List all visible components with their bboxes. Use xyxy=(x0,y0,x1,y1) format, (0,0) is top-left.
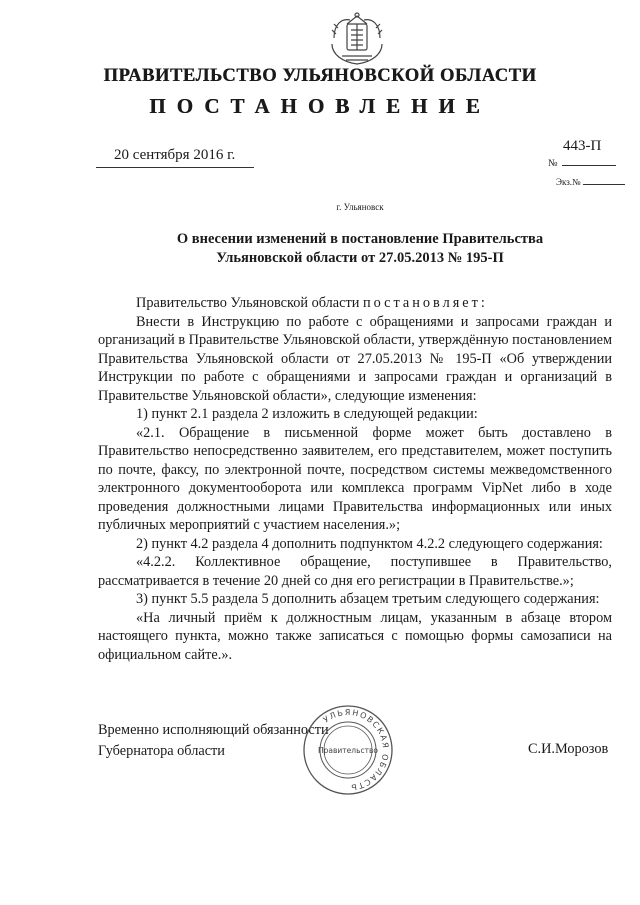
government-name: ПРАВИТЕЛЬСТВО УЛЬЯНОВСКОЙ ОБЛАСТИ xyxy=(103,66,537,86)
paragraph-7: «На личный приём к должностным лицам, указанным в абзаце втором настоящего пункта, можно также записаться с помощью формы самозаписи на официальном сайте.». xyxy=(98,609,612,663)
paragraph-1: Внести в Инструкцию по работе с обращениями и запросами граждан и организаций в Правительстве Ульяновской области, утверждённую постановлением Правительства Ульяновской области от 27.05.2013 № 195-П «Об утверждении Инструкции по работе с обращениями и запросами граждан и организаций в Правительстве Ульяновской области», следующие изменения: xyxy=(98,313,612,404)
number-label: № xyxy=(548,158,558,169)
document-number: 443-П xyxy=(563,138,602,154)
title-line-2: Ульяновской области от 27.05.2013 № 195-П xyxy=(216,250,504,266)
coat-of-arms-icon xyxy=(328,10,386,66)
paragraph-2: 1) пункт 2.1 раздела 2 изложить в следующей редакции: xyxy=(136,406,478,422)
number-underline xyxy=(562,165,616,166)
preamble xyxy=(98,294,612,313)
stamp-center-text: Правительство xyxy=(318,746,378,755)
document-body xyxy=(98,294,612,664)
copy-label: Экз.№ xyxy=(556,177,581,187)
preamble-verb: постановляет: xyxy=(362,295,488,311)
document-type: ПОСТАНОВЛЕНИЕ xyxy=(149,94,491,118)
signatory-name: С.И.Морозов xyxy=(528,741,609,757)
copy-field xyxy=(556,177,625,187)
position-line-1: Временно исполняющий обязанности xyxy=(98,722,329,738)
position-line-2: Губернатора области xyxy=(98,743,225,759)
date-underline xyxy=(96,167,254,168)
official-stamp xyxy=(302,704,394,796)
document-date: 20 сентября 2016 г. xyxy=(114,147,236,163)
title-line-1: О внесении изменений в постановление Правительства xyxy=(176,231,544,247)
number-field xyxy=(548,158,616,169)
preamble-text: Правительство Ульяновской области xyxy=(136,295,363,311)
paragraph-6: 3) пункт 5.5 раздела 5 дополнить абзацем третьим следующего содержания: xyxy=(136,591,600,607)
paragraph-3: «2.1. Обращение в письменной форме может быть доставлено в Правительство непосредственно заявителем, его представителем, может поступить по почте, факсу, по электронной почте, посредством системы межведомственного электронного документооборота или комплекса программ VipNet либо в ходе проведения должностными лицами Правительства информационных или иных публичных мероприятий с участием населения.»; xyxy=(98,424,612,533)
paragraph-5: «4.2.2. Коллективное обращение, поступившее в Правительство, рассматривается в течение 20 дней со дня его регистрации в Правительстве.»; xyxy=(98,554,612,589)
paragraph-4: 2) пункт 4.2 раздела 4 дополнить подпунктом 4.2.2 следующего содержания: xyxy=(136,535,603,552)
stamp-ring-text: УЛЬЯНОВСКАЯ ОБЛАСТЬ xyxy=(321,707,391,793)
document-title xyxy=(140,230,580,268)
copy-underline xyxy=(583,184,625,185)
city: г. Ульяновск xyxy=(336,202,384,212)
signatory-position xyxy=(98,720,329,762)
